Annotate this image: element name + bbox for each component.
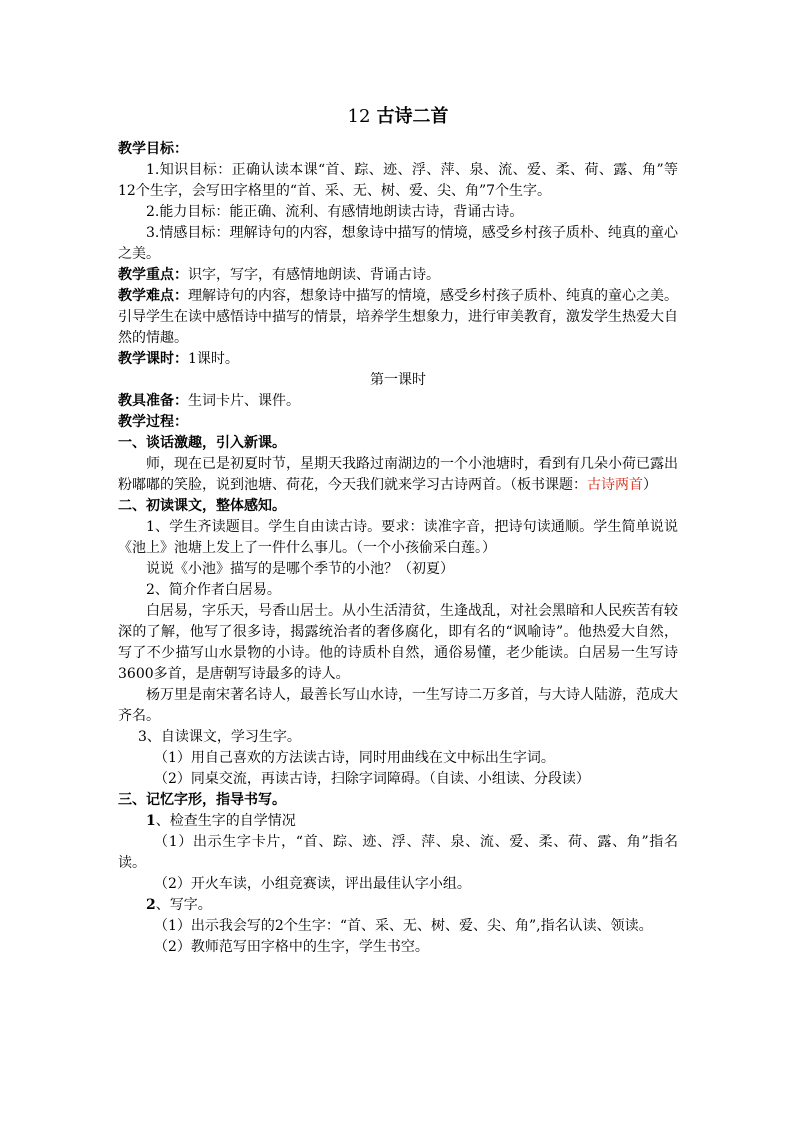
difficulty-text: 理解诗句的内容，想象诗中描写的情境，感受乡村孩子质朴、纯真的童心之美。引导学生在读中感悟诗中描写的情景，培养学生想象力，进行审美教育，激发学生热爱大自然的情趣。 [118, 288, 678, 346]
teaching-tools [118, 391, 678, 412]
difficulty-label: 教学难点： [118, 288, 188, 304]
class-hours-label: 教学课时： [118, 351, 188, 367]
goal-knowledge: 1.知识目标：正确认读本课“首、踪、迹、浮、萍、泉、流、爱、柔、荷、露、角”等12个生字，会写田字格里的“首、采、无、树、爱、尖、角”7个生字。 [118, 162, 678, 199]
title-text: 古诗二首 [376, 106, 449, 127]
teaching-tools-text: 生词卡片、课件。 [188, 393, 300, 409]
section-2-step-2: 2、简介作者白居易。 [146, 582, 281, 598]
section-2-question: 说说《小池》描写的是哪个季节的小池？（初夏） [146, 561, 454, 577]
class-hours-text: 1课时。 [188, 351, 239, 367]
process-heading: 教学过程： [118, 414, 188, 430]
section-3-step-2: 2、写字。 [146, 897, 212, 913]
lesson-title: 第一课时 [370, 372, 426, 388]
author-yang-wanli: 杨万里是南宋著名诗人，最善长写山水诗，一生写诗二万多首，与大诗人陆游，范成大齐名。 [118, 687, 678, 724]
goal-emotion: 3.情感目标：理解诗句的内容，想象诗中描写的情境，感受乡村孩子质朴、纯真的童心之美。 [118, 225, 678, 262]
title-number: 12 [347, 106, 371, 127]
author-bai-juyi: 白居易，字乐天，号香山居士。从小生活清贫，生逢战乱，对社会黑暗和人民疾苦有较深的了解，他写了很多诗，揭露统治者的奢侈腐化，即有名的“讽喻诗”。他热爱大自然，写了不少描写山水景物的小诗。他的诗质朴自然，通俗易懂，老少能读。白居易一生写诗3600多首，是唐朝写诗最多的诗人。 [118, 603, 678, 682]
key-point [118, 265, 678, 286]
section-2-substep-1: （1）用自己喜欢的方法读古诗，同时用曲线在文中标出生字词。 [154, 750, 555, 766]
board-title-highlight: 古诗两首 [587, 477, 643, 493]
goal-ability: 2.能力目标：能正确、流利、有感情地朗读古诗，背诵古诗。 [146, 204, 524, 220]
section-2-step-3: 3、自读课文，学习生字。 [138, 729, 301, 745]
section-1-heading: 一、谈话激趣，引入新课。 [118, 435, 286, 451]
document-body [118, 103, 678, 958]
difficulty [118, 286, 678, 349]
page-title [118, 103, 678, 131]
section-3-heading: 三、记忆字形，指导书写。 [118, 792, 286, 808]
section-3-substep-4: （2）教师范写田字格中的生字，学生书空。 [154, 939, 429, 955]
key-point-label: 教学重点： [118, 267, 188, 283]
section-3-step-1: 1、检查生字的自学情况 [146, 813, 296, 829]
section-3-substep-3: （1）出示我会写的2个生字：“首、采、无、树、爱、尖、角”,指名认读、领读。 [154, 918, 653, 934]
section-1-paragraph: 师，现在已是初夏时节，星期天我路过南湖边的一个小池塘时，看到有几朵小荷已露出粉嘟嘟的笑脸，说到池塘、荷花，今天我们就来学习古诗两首。（板书课题：古诗两首） [118, 456, 678, 493]
goals-heading: 教学目标： [118, 141, 188, 157]
section-2-substep-2: （2）同桌交流，再读古诗，扫除字词障碍。（自读、小组读、分段读） [154, 771, 590, 787]
section-3-substep-2: （2）开火车读，小组竞赛读，评出最佳认字小组。 [154, 876, 471, 892]
key-point-text: 识字，写字，有感情地朗读、背诵古诗。 [188, 267, 440, 283]
section-2-step-1: 1、学生齐读题目。学生自由读古诗。要求：读准字音，把诗句读通顺。学生简单说说《池上》池塘上发上了一件什么事儿。（一个小孩偷采白莲。） [118, 519, 678, 556]
teaching-tools-label: 教具准备： [118, 393, 188, 409]
section-2-heading: 二、初读课文，整体感知。 [118, 498, 286, 514]
class-hours [118, 349, 678, 370]
section-3-substep-1: （1）出示生字卡片，“首、踪、迹、浮、萍、泉、流、爱、柔、荷、露、角”指名读。 [118, 834, 678, 871]
